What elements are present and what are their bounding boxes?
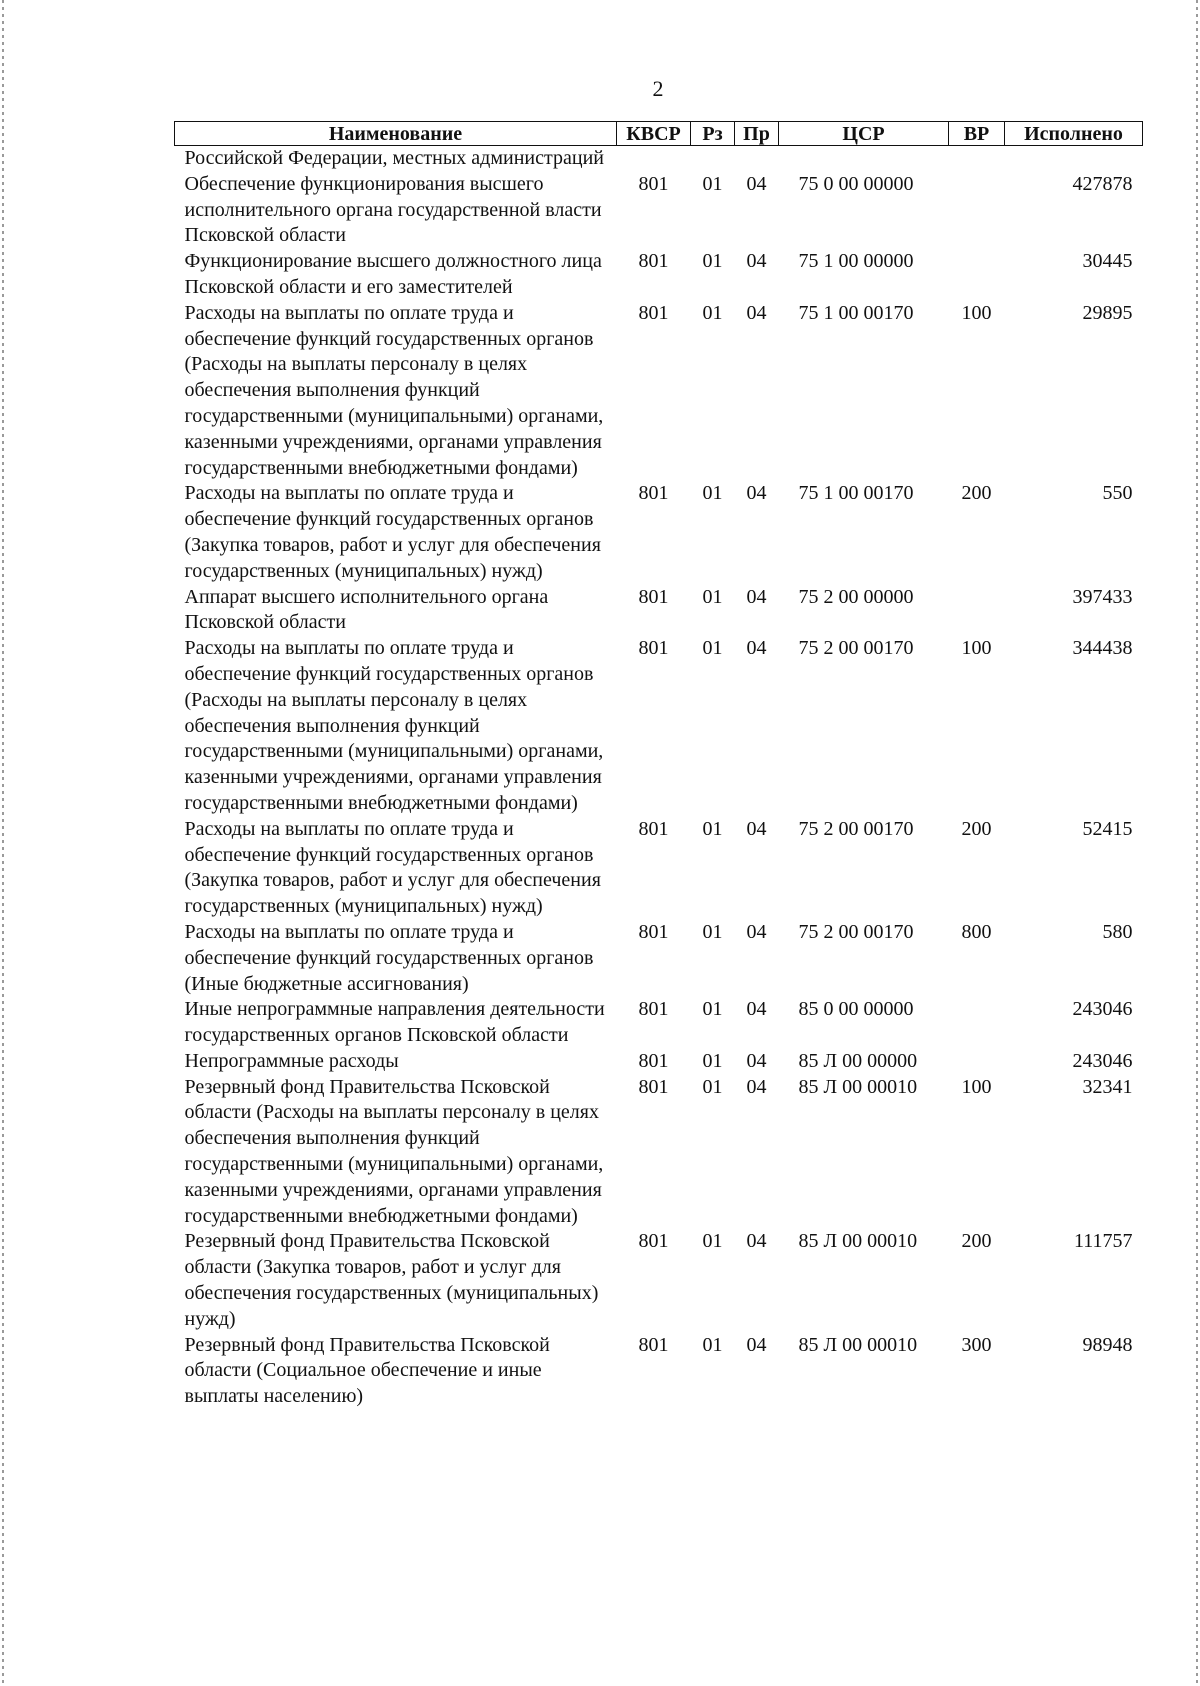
cell-rz: 01 bbox=[702, 637, 723, 660]
cell-rz: 01 bbox=[702, 482, 723, 505]
cell-vr bbox=[949, 249, 1005, 301]
cell-rz bbox=[691, 146, 735, 172]
cell-kvsr: 801 bbox=[638, 817, 669, 840]
cell-isp: 29895 bbox=[1082, 301, 1133, 324]
cell-vr bbox=[949, 1049, 1005, 1075]
cell-pr: 04 bbox=[746, 817, 767, 840]
cell-kvsr: 801 bbox=[638, 1049, 669, 1072]
cell-vr bbox=[949, 146, 1005, 172]
cell-name: Аппарат высшего исполнительного органа Псковской области bbox=[184, 585, 549, 634]
cell-rz: 01 bbox=[702, 1333, 723, 1356]
cell-vr bbox=[949, 585, 1005, 637]
cell-isp: 111757 bbox=[1073, 1230, 1133, 1253]
cell-pr: 04 bbox=[746, 1230, 767, 1253]
cell-isp: 344438 bbox=[1072, 637, 1133, 660]
table-row bbox=[175, 997, 1143, 1049]
cell-kvsr: 801 bbox=[638, 920, 669, 943]
table-row bbox=[175, 1333, 1143, 1410]
cell-name: Функционирование высшего должностного лица Псковской области и его заместителей bbox=[184, 250, 602, 298]
header-vr: ВР bbox=[949, 122, 1005, 146]
cell-kvsr: 801 bbox=[638, 301, 669, 324]
cell-kvsr bbox=[617, 146, 691, 172]
cell-pr: 04 bbox=[746, 637, 767, 660]
table-body bbox=[175, 146, 1143, 1411]
cell-pr: 04 bbox=[746, 482, 767, 505]
cell-csr: 85 Л 00 00010 bbox=[798, 1333, 918, 1356]
cell-csr: 75 0 00 00000 bbox=[798, 172, 914, 195]
cell-csr: 75 1 00 00170 bbox=[798, 482, 914, 505]
table-row bbox=[175, 249, 1143, 301]
cell-rz: 01 bbox=[702, 920, 723, 943]
table-row bbox=[175, 920, 1143, 997]
cell-pr: 04 bbox=[746, 1049, 767, 1072]
table-row bbox=[175, 585, 1143, 637]
header-isp: Исполнено bbox=[1005, 122, 1143, 146]
table-row bbox=[175, 172, 1143, 249]
header-row bbox=[175, 122, 1143, 146]
cell-isp: 550 bbox=[1102, 482, 1133, 505]
cell-vr: 200 bbox=[961, 1230, 992, 1253]
cell-kvsr: 801 bbox=[638, 482, 669, 505]
cell-isp: 32341 bbox=[1082, 1075, 1133, 1098]
cell-name: Расходы на выплаты по оплате труда и обеспечение функций государственных органов (Закупка товаров, работ и услуг для обеспечения государственных (муниципальных) нужд) bbox=[184, 482, 601, 582]
cell-vr: 100 bbox=[961, 637, 992, 660]
cell-kvsr: 801 bbox=[638, 1333, 669, 1356]
cell-csr: 85 Л 00 00000 bbox=[798, 1049, 918, 1072]
cell-rz: 01 bbox=[702, 585, 723, 608]
table-row bbox=[175, 636, 1143, 817]
cell-pr: 04 bbox=[746, 250, 767, 273]
cell-rz: 01 bbox=[702, 301, 723, 324]
cell-isp: 243046 bbox=[1072, 1049, 1133, 1072]
cell-kvsr: 801 bbox=[638, 1230, 669, 1253]
cell-isp: 580 bbox=[1102, 920, 1133, 943]
table-row bbox=[175, 301, 1143, 482]
cell-csr: 75 1 00 00000 bbox=[798, 250, 914, 273]
cell-isp: 397433 bbox=[1072, 585, 1133, 608]
cell-kvsr: 801 bbox=[638, 637, 669, 660]
cell-name: Расходы на выплаты по оплате труда и обеспечение функций государственных органов (Иные бюджетные ассигнования) bbox=[184, 920, 594, 995]
cell-name: Непрограммные расходы bbox=[184, 1049, 399, 1072]
cell-csr bbox=[779, 146, 949, 172]
cell-vr bbox=[949, 172, 1005, 249]
cell-name: Резервный фонд Правительства Псковской области (Расходы на выплаты персоналу в целях обеспечения выполнения функций государственными (муниципальными) органами, казенными учреждениями, органами управления государственными внебюджетными фондами) bbox=[184, 1075, 604, 1227]
table-row bbox=[175, 1075, 1143, 1230]
cell-vr: 800 bbox=[961, 920, 992, 943]
cell-pr: 04 bbox=[746, 172, 767, 195]
cell-vr bbox=[949, 997, 1005, 1049]
cell-name: Резервный фонд Правительства Псковской области (Социальное обеспечение и иные выплаты населению) bbox=[184, 1333, 550, 1408]
cell-rz: 01 bbox=[702, 172, 723, 195]
cell-isp: 243046 bbox=[1072, 998, 1133, 1021]
cell-pr: 04 bbox=[746, 585, 767, 608]
cell-kvsr: 801 bbox=[638, 172, 669, 195]
cell-rz: 01 bbox=[702, 250, 723, 273]
table-row bbox=[175, 1229, 1143, 1332]
cell-rz: 01 bbox=[702, 1230, 723, 1253]
cell-rz: 01 bbox=[702, 1075, 723, 1098]
cell-vr: 200 bbox=[961, 482, 992, 505]
cell-pr: 04 bbox=[746, 1075, 767, 1098]
page-number: 2 bbox=[652, 76, 664, 101]
cell-name: Иные непрограммные направления деятельности государственных органов Псковской области bbox=[184, 998, 605, 1047]
cell-name: Резервный фонд Правительства Псковской области (Закупка товаров, работ и услуг для обеспечения государственных (муниципальных) нужд) bbox=[184, 1230, 599, 1330]
cell-csr: 75 2 00 00170 bbox=[798, 817, 914, 840]
cell-isp bbox=[1005, 146, 1143, 172]
cell-rz: 01 bbox=[702, 998, 723, 1021]
cell-pr: 04 bbox=[746, 1333, 767, 1356]
cell-name: Расходы на выплаты по оплате труда и обеспечение функций государственных органов (Расходы на выплаты персоналу в целях обеспечения выполнения функций государственными (муниципальными) органами, казенными учреждениями, органами управления государственными внебюджетными фондами) bbox=[184, 301, 604, 479]
cell-isp: 427878 bbox=[1072, 172, 1133, 195]
cell-vr: 100 bbox=[961, 1075, 992, 1098]
cell-rz: 01 bbox=[702, 817, 723, 840]
cell-kvsr: 801 bbox=[638, 1075, 669, 1098]
cell-rz: 01 bbox=[702, 1049, 723, 1072]
table-row bbox=[175, 481, 1143, 584]
cell-csr: 85 0 00 00000 bbox=[798, 998, 914, 1021]
cell-csr: 85 Л 00 00010 bbox=[798, 1230, 918, 1253]
cell-csr: 85 Л 00 00010 bbox=[798, 1075, 918, 1098]
cell-kvsr: 801 bbox=[638, 585, 669, 608]
table-row bbox=[175, 817, 1143, 920]
cell-name: Расходы на выплаты по оплате труда и обеспечение функций государственных органов (Закупка товаров, работ и услуг для обеспечения государственных (муниципальных) нужд) bbox=[184, 817, 601, 918]
cell-vr: 100 bbox=[961, 301, 992, 324]
table-header bbox=[175, 122, 1143, 146]
cell-name: Российской Федерации, местных администраций bbox=[184, 147, 604, 169]
cell-csr: 75 1 00 00170 bbox=[798, 301, 914, 324]
cell-isp: 30445 bbox=[1082, 250, 1133, 273]
cell-name: Обеспечение функционирования высшего исполнительного органа государственной власти Псковской области bbox=[184, 172, 602, 247]
table-row bbox=[175, 146, 1143, 172]
cell-name: Расходы на выплаты по оплате труда и обеспечение функций государственных органов (Расходы на выплаты персоналу в целях обеспечения выполнения функций государственными (муниципальными) органами, казенными учреждениями, органами управления государственными внебюджетными фондами) bbox=[184, 637, 604, 814]
cell-kvsr: 801 bbox=[638, 998, 669, 1021]
cell-pr bbox=[735, 146, 779, 172]
header-rz: Рз bbox=[691, 122, 735, 146]
table-row bbox=[175, 1049, 1143, 1075]
header-pr: Пр bbox=[735, 122, 779, 146]
cell-isp: 52415 bbox=[1082, 817, 1133, 840]
header-name: Наименование bbox=[175, 122, 617, 146]
cell-isp: 98948 bbox=[1082, 1333, 1133, 1356]
cell-kvsr: 801 bbox=[638, 250, 669, 273]
header-kvsr: КВСР bbox=[617, 122, 691, 146]
cell-pr: 04 bbox=[746, 301, 767, 324]
cell-vr: 300 bbox=[961, 1333, 992, 1356]
cell-csr: 75 2 00 00000 bbox=[798, 585, 914, 608]
cell-pr: 04 bbox=[746, 998, 767, 1021]
scan-edge-left bbox=[2, 0, 4, 1686]
scan-edge-right bbox=[1196, 0, 1198, 1686]
cell-vr: 200 bbox=[961, 817, 992, 840]
expenditure-table bbox=[174, 121, 1143, 1410]
cell-csr: 75 2 00 00170 bbox=[798, 920, 914, 943]
header-csr: ЦСР bbox=[779, 122, 949, 146]
cell-pr: 04 bbox=[746, 920, 767, 943]
cell-csr: 75 2 00 00170 bbox=[798, 637, 914, 660]
